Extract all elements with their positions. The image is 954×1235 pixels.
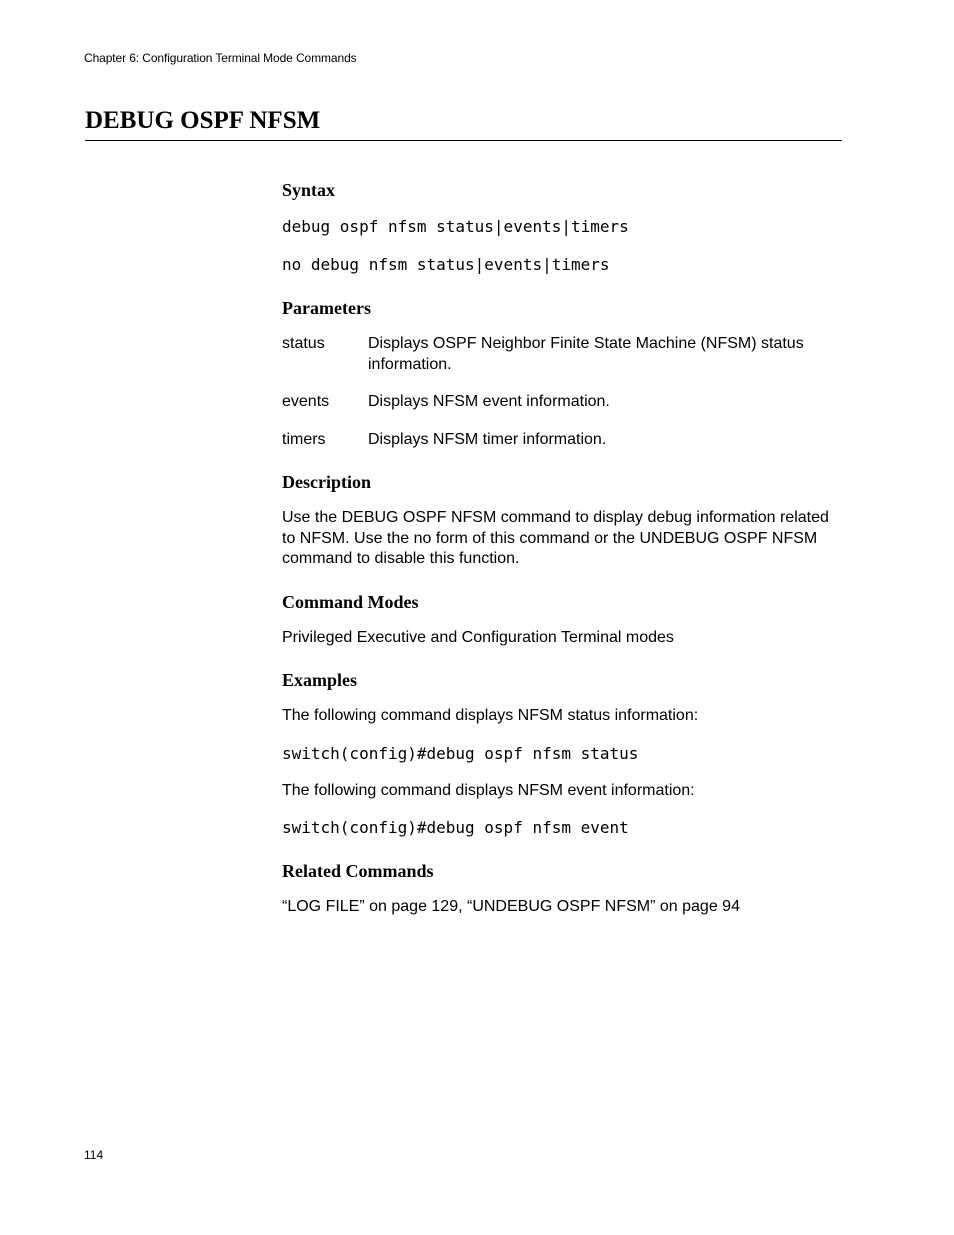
related-commands-text: “LOG FILE” on page 129, “UNDEBUG OSPF NFSM” on page 94 [282, 898, 740, 915]
parameter-name: events [282, 393, 330, 410]
page-title: DEBUG OSPF NFSM [85, 107, 321, 134]
syntax-heading: Syntax [282, 180, 336, 200]
parameter-row-status [282, 334, 842, 375]
parameter-description: Displays NFSM timer information. [368, 430, 607, 448]
command-reference-body [282, 178, 842, 918]
command-modes-text: Privileged Executive and Configuration Terminal modes [282, 628, 674, 646]
parameter-list [282, 334, 842, 450]
description-text: Use the DEBUG OSPF NFSM command to display debug information related to NFSM. Use the no form of this command or the UNDEBUG OSPF NFSM command to disable this function. [282, 509, 829, 567]
command-modes-heading: Command Modes [282, 591, 419, 612]
examples-heading: Examples [282, 670, 358, 690]
parameter-description: Displays NFSM event information. [368, 393, 610, 410]
parameters-heading: Parameters [282, 298, 371, 318]
example-code-event: switch(config)#debug ospf nfsm event [282, 818, 629, 837]
title-rule [85, 140, 842, 141]
example-code-status: switch(config)#debug ospf nfsm status [282, 743, 639, 763]
parameter-name: status [282, 335, 325, 352]
related-commands-heading: Related Commands [282, 861, 434, 881]
parameter-row-timers [282, 430, 842, 451]
parameter-description: Displays OSPF Neighbor Finite State Machine (NFSM) status information. [368, 335, 804, 373]
description-heading: Description [282, 472, 371, 492]
running-head: Chapter 6: Configuration Terminal Mode Commands [84, 51, 357, 65]
parameter-row-events [282, 392, 842, 413]
example-intro-event: The following command displays NFSM event information: [282, 781, 695, 799]
example-intro-status: The following command displays NFSM status information: [282, 707, 699, 724]
syntax-line: debug ospf nfsm status|events|timers [282, 217, 629, 236]
syntax-line-no-form: no debug nfsm status|events|timers [282, 255, 610, 274]
parameter-name: timers [282, 430, 326, 448]
page-number: 114 [84, 1148, 104, 1162]
